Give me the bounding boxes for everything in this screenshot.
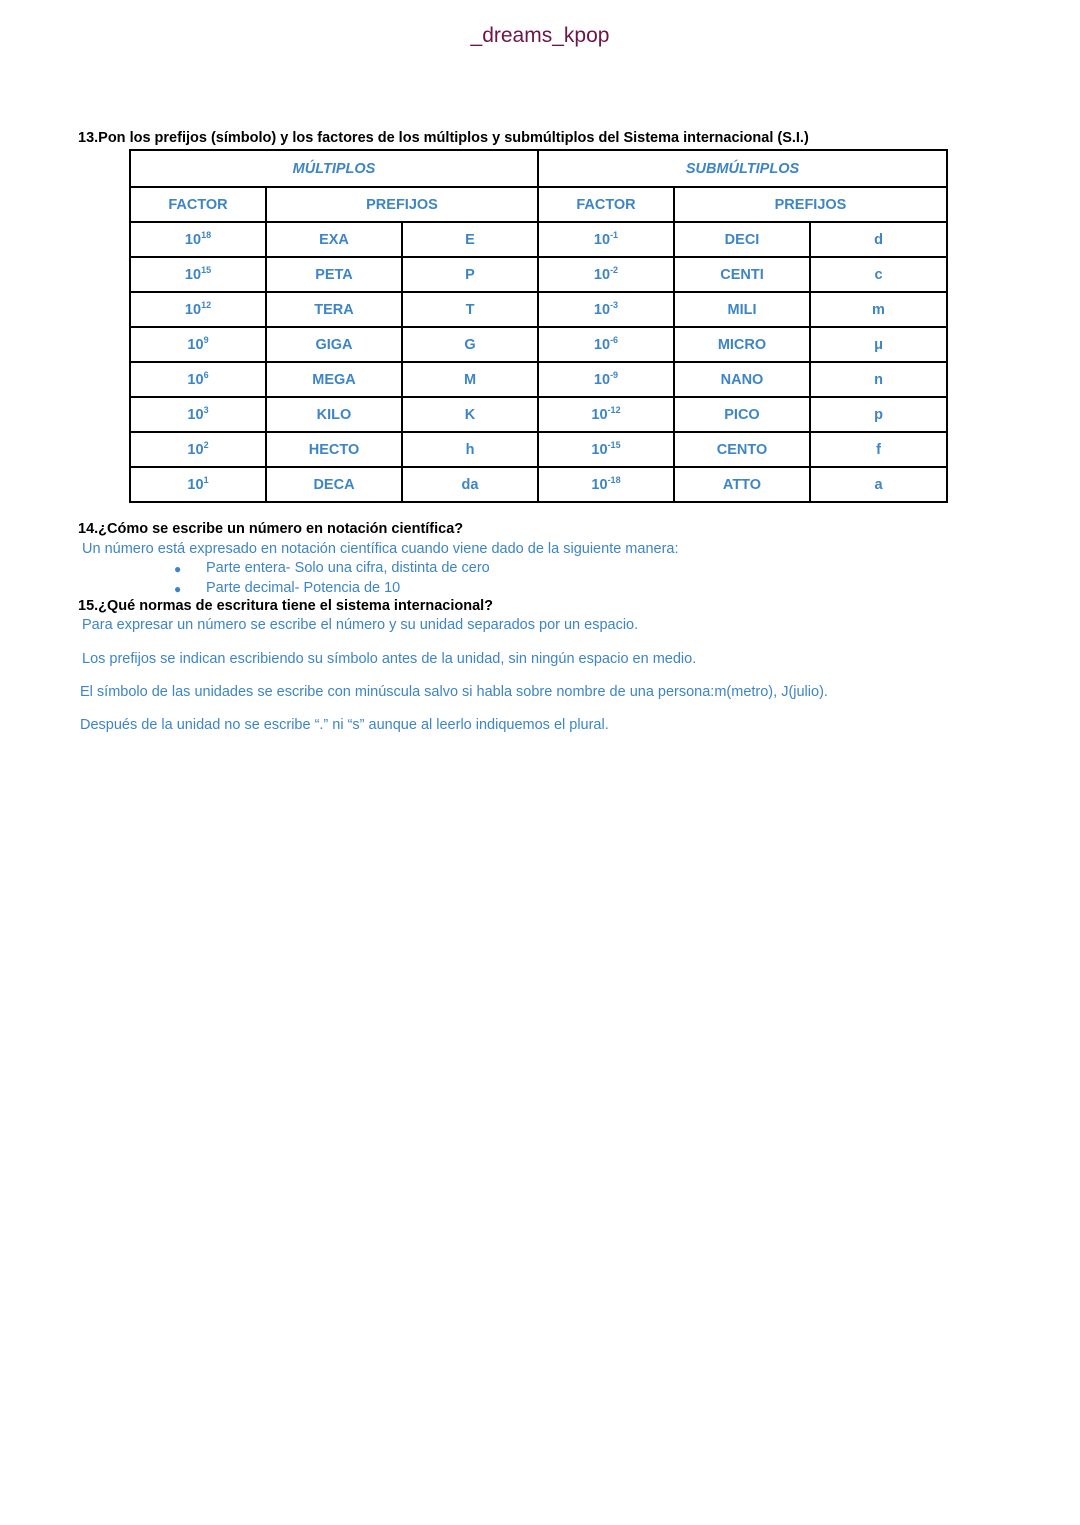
submultiple-factor-exponent: -1 bbox=[610, 229, 619, 240]
multiples-factor-header: FACTOR bbox=[130, 187, 266, 222]
multiple-prefix-symbol: h bbox=[402, 432, 538, 467]
multiple-prefix-symbol: M bbox=[402, 362, 538, 397]
table-row bbox=[130, 292, 947, 327]
multiple-factor-exponent: 9 bbox=[203, 334, 209, 345]
submultiple-prefix-symbol: a bbox=[810, 467, 947, 502]
question-15-paragraph-2: Los prefijos se indican escribiendo su símbolo antes de la unidad, sin ningún espacio en medio. bbox=[82, 651, 697, 667]
multiple-factor bbox=[130, 327, 266, 362]
submultiple-factor-base: 10 bbox=[593, 301, 611, 318]
submultiple-factor-base: 10 bbox=[591, 406, 608, 423]
table-row bbox=[130, 467, 947, 502]
multiple-prefix-name: HECTO bbox=[266, 432, 402, 467]
submultiple-prefix-symbol: c bbox=[810, 257, 947, 292]
table-row bbox=[130, 432, 947, 467]
question-14-intro: Un número está expresado en notación científica cuando viene dado de la siguiente manera: bbox=[82, 541, 679, 557]
si-prefix-table bbox=[129, 149, 948, 503]
submultiple-prefix-name: CENTI bbox=[674, 257, 810, 292]
multiple-factor-exponent: 3 bbox=[203, 404, 209, 415]
table-row bbox=[130, 257, 947, 292]
multiples-prefijos-header: PREFIJOS bbox=[266, 187, 538, 222]
submultiple-prefix-symbol: f bbox=[810, 432, 947, 467]
table-row bbox=[130, 397, 947, 432]
multiple-factor bbox=[130, 467, 266, 502]
multiple-factor bbox=[130, 257, 266, 292]
submultiple-prefix-name: PICO bbox=[674, 397, 810, 432]
question-15-title: 15.¿Qué normas de escritura tiene el sistema internacional? bbox=[78, 598, 494, 614]
multiple-factor-exponent: 12 bbox=[201, 299, 212, 310]
multiple-factor-exponent: 15 bbox=[201, 264, 212, 275]
submultiple-prefix-symbol: p bbox=[810, 397, 947, 432]
submultiple-prefix-name: DECI bbox=[674, 222, 810, 257]
submultiple-factor bbox=[538, 467, 674, 502]
submultiple-factor bbox=[538, 397, 674, 432]
submultiple-prefix-symbol: d bbox=[810, 222, 947, 257]
multiple-factor-base: 10 bbox=[187, 336, 204, 353]
multiple-prefix-name: EXA bbox=[266, 222, 402, 257]
submultiple-factor-base: 10 bbox=[593, 336, 611, 353]
multiple-prefix-name: GIGA bbox=[266, 327, 402, 362]
multiple-prefix-name: TERA bbox=[266, 292, 402, 327]
submultiple-factor-exponent: -2 bbox=[610, 264, 619, 275]
submultiple-prefix-name: ATTO bbox=[674, 467, 810, 502]
multiple-factor bbox=[130, 432, 266, 467]
submultiples-header: SUBMÚLTIPLOS bbox=[538, 150, 947, 187]
submultiple-prefix-symbol: m bbox=[810, 292, 947, 327]
submultiple-factor bbox=[538, 327, 674, 362]
question-14-bullet-1: Parte entera- Solo una cifra, distinta de cero bbox=[206, 560, 490, 576]
question-15-paragraph-1: Para expresar un número se escribe el número y su unidad separados por un espacio. bbox=[82, 617, 639, 633]
multiple-factor-exponent: 18 bbox=[201, 229, 212, 240]
table-row bbox=[130, 362, 947, 397]
submultiple-factor-exponent: -15 bbox=[607, 439, 621, 450]
question-14-title: 14.¿Cómo se escribe un número en notación científica? bbox=[78, 521, 464, 537]
bullet-dot: ● bbox=[174, 582, 182, 596]
bullet-dot: ● bbox=[174, 562, 182, 576]
submultiple-factor bbox=[538, 432, 674, 467]
submultiples-prefijos-header: PREFIJOS bbox=[674, 187, 947, 222]
multiple-prefix-symbol: G bbox=[402, 327, 538, 362]
multiple-factor bbox=[130, 397, 266, 432]
submultiple-factor-exponent: -3 bbox=[610, 299, 619, 310]
question-14-bullet-2: Parte decimal- Potencia de 10 bbox=[206, 580, 401, 596]
multiple-prefix-symbol: P bbox=[402, 257, 538, 292]
multiple-factor-base: 10 bbox=[187, 441, 204, 458]
multiple-factor bbox=[130, 362, 266, 397]
table-row bbox=[130, 327, 947, 362]
multiple-prefix-symbol: E bbox=[402, 222, 538, 257]
question-13-title: 13.Pon los prefijos (símbolo) y los factores de los múltiplos y submúltiplos del Sistema internacional (S.I.) bbox=[78, 130, 809, 146]
submultiple-factor bbox=[538, 222, 674, 257]
table-column-header-row bbox=[130, 187, 947, 222]
multiple-prefix-symbol: K bbox=[402, 397, 538, 432]
multiple-prefix-symbol: da bbox=[402, 467, 538, 502]
multiple-factor-base: 10 bbox=[184, 266, 202, 283]
submultiple-factor-base: 10 bbox=[591, 441, 608, 458]
multiple-factor-base: 10 bbox=[184, 301, 202, 318]
multiple-factor-base: 10 bbox=[187, 476, 204, 493]
multiple-factor-base: 10 bbox=[184, 231, 202, 248]
multiple-prefix-symbol: T bbox=[402, 292, 538, 327]
submultiple-factor-exponent: -9 bbox=[610, 369, 619, 380]
multiple-factor-base: 10 bbox=[187, 406, 204, 423]
submultiple-prefix-symbol: μ bbox=[810, 327, 947, 362]
submultiple-prefix-name: MILI bbox=[674, 292, 810, 327]
multiple-prefix-name: MEGA bbox=[266, 362, 402, 397]
multiple-prefix-name: KILO bbox=[266, 397, 402, 432]
submultiple-factor bbox=[538, 362, 674, 397]
submultiple-factor-exponent: -18 bbox=[607, 474, 621, 485]
submultiples-factor-header: FACTOR bbox=[538, 187, 674, 222]
submultiple-factor-base: 10 bbox=[593, 371, 611, 388]
submultiple-prefix-name: CENTO bbox=[674, 432, 810, 467]
multiple-factor-base: 10 bbox=[187, 371, 204, 388]
submultiple-prefix-symbol: n bbox=[810, 362, 947, 397]
multiples-header: MÚLTIPLOS bbox=[130, 150, 538, 187]
submultiple-prefix-name: MICRO bbox=[674, 327, 810, 362]
multiple-factor-exponent: 1 bbox=[203, 474, 209, 485]
submultiple-prefix-name: NANO bbox=[674, 362, 810, 397]
multiple-factor-exponent: 6 bbox=[203, 369, 209, 380]
multiple-factor bbox=[130, 292, 266, 327]
table-row bbox=[130, 222, 947, 257]
submultiple-factor-exponent: -6 bbox=[610, 334, 619, 345]
submultiple-factor-base: 10 bbox=[593, 266, 611, 283]
submultiple-factor-base: 10 bbox=[591, 476, 608, 493]
submultiple-factor-base: 10 bbox=[593, 231, 611, 248]
table-group-header-row bbox=[130, 150, 947, 187]
question-15-paragraph-4: Después de la unidad no se escribe “.” ni “s” aunque al leerlo indiquemos el plural. bbox=[80, 717, 609, 733]
submultiple-factor bbox=[538, 257, 674, 292]
multiple-factor bbox=[130, 222, 266, 257]
question-15-paragraph-3: El símbolo de las unidades se escribe con minúscula salvo si habla sobre nombre de una persona:m(metro), J(julio). bbox=[80, 684, 828, 700]
submultiple-factor bbox=[538, 292, 674, 327]
watermark-username: _dreams_kpop bbox=[470, 24, 610, 47]
multiple-prefix-name: DECA bbox=[266, 467, 402, 502]
submultiple-factor-exponent: -12 bbox=[607, 404, 621, 415]
multiple-factor-exponent: 2 bbox=[203, 439, 209, 450]
multiple-prefix-name: PETA bbox=[266, 257, 402, 292]
